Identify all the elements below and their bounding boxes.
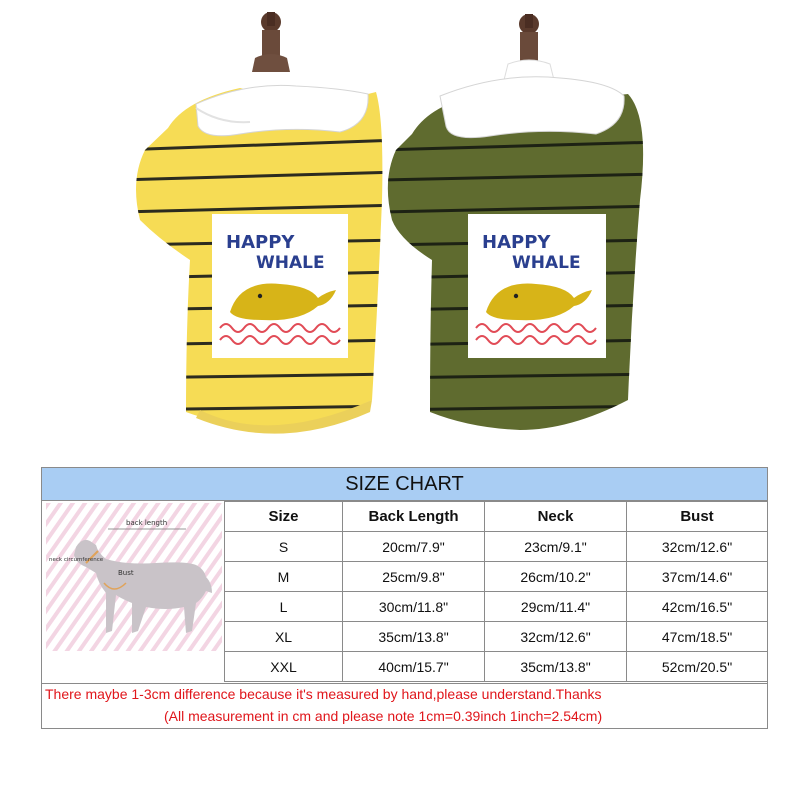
column-header: Bust: [627, 502, 768, 532]
table-row: [225, 622, 768, 652]
column-header: Neck: [485, 502, 627, 532]
back-length-cell: 25cm/9.8": [343, 562, 485, 592]
table-row: [225, 532, 768, 562]
size-chart-title: SIZE CHART: [42, 468, 767, 501]
size-cell: XXL: [225, 652, 343, 682]
size-cell: XL: [225, 622, 343, 652]
green-print-line2: WHALE: [512, 253, 581, 273]
yellow-print-line1: HAPPY: [226, 232, 295, 253]
column-header: Size: [225, 502, 343, 532]
bust-cell: 42cm/16.5": [627, 592, 768, 622]
table-row: [225, 592, 768, 622]
yellow-print-line2: WHALE: [256, 253, 325, 273]
diagram-label-back: back length: [126, 519, 168, 527]
neck-cell: 26cm/10.2": [485, 562, 627, 592]
table-row: [225, 652, 768, 682]
bust-cell: 37cm/14.6": [627, 562, 768, 592]
table-row: [225, 562, 768, 592]
bust-cell: 52cm/20.5": [627, 652, 768, 682]
measurement-notes: [42, 683, 767, 729]
back-length-cell: 30cm/11.8": [343, 592, 485, 622]
dog-measurement-diagram: [46, 503, 222, 651]
neck-cell: 29cm/11.4": [485, 592, 627, 622]
size-table: [224, 501, 768, 682]
yellow-shirt: [120, 12, 400, 440]
column-header: Back Length: [343, 502, 485, 532]
note-conversion: (All measurement in cm and please note 1cm=0.39inch 1inch=2.54cm): [164, 708, 603, 724]
green-shirt: [380, 14, 660, 440]
size-chart: [41, 467, 768, 729]
green-print-line1: HAPPY: [482, 232, 551, 253]
size-cell: S: [225, 532, 343, 562]
back-length-cell: 40cm/15.7": [343, 652, 485, 682]
neck-cell: 32cm/12.6": [485, 622, 627, 652]
note-difference: There maybe 1-3cm difference because it's measured by hand,please understand.Thanks: [45, 686, 602, 702]
table-header-row: [225, 502, 768, 532]
bust-cell: 32cm/12.6": [627, 532, 768, 562]
neck-cell: 35cm/13.8": [485, 652, 627, 682]
back-length-cell: 35cm/13.8": [343, 622, 485, 652]
bust-cell: 47cm/18.5": [627, 622, 768, 652]
diagram-label-bust: Bust: [118, 569, 134, 577]
size-cell: L: [225, 592, 343, 622]
size-cell: M: [225, 562, 343, 592]
diagram-label-neck: neck circumference: [49, 557, 104, 563]
neck-cell: 23cm/9.1": [485, 532, 627, 562]
back-length-cell: 20cm/7.9": [343, 532, 485, 562]
